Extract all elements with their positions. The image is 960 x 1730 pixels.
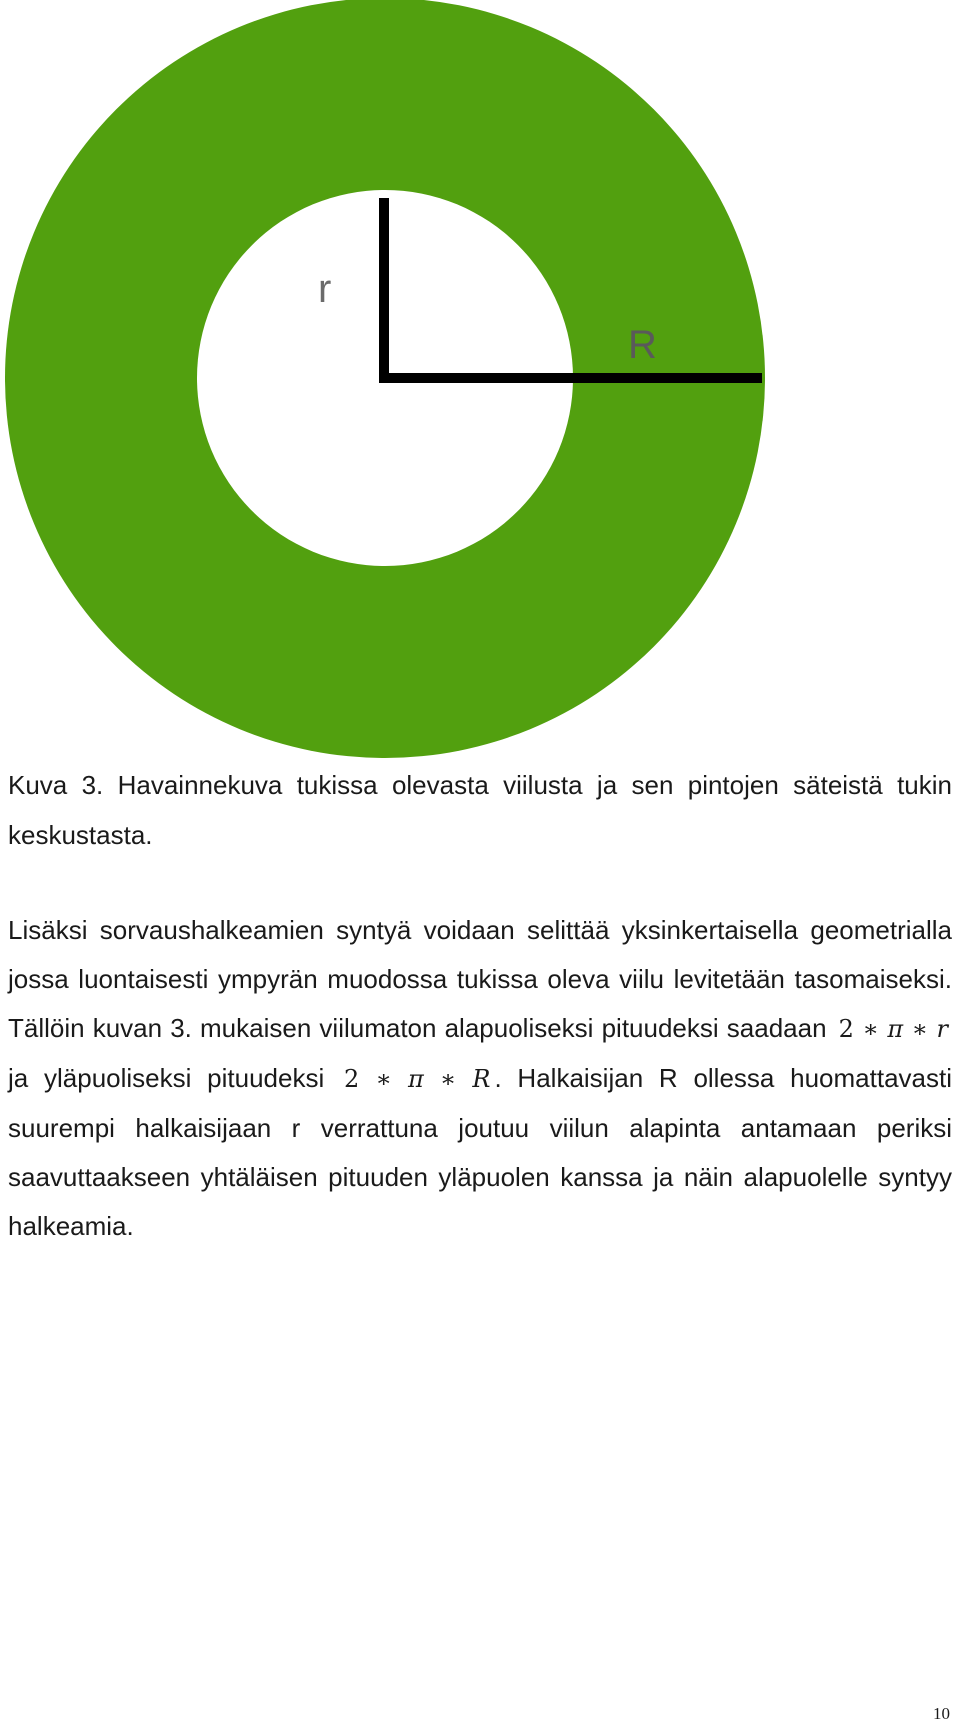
page-number: 10 — [933, 1704, 950, 1723]
ring-figure — [0, 0, 960, 760]
formula-inner-length: 2 ∗ π ∗ r — [838, 1015, 948, 1043]
label-outer-radius: R — [628, 323, 657, 367]
paragraph-text-3: . Halkaisijan R ollessa huomattavasti suurempi halkaisijaan r verrattuna joutuu viilun alapinta antamaan periksi saavuttaakseen yhtäläisen pituuden yläpuolen kanssa ja näin alapuolelle syntyy halkeamia. — [8, 1063, 952, 1241]
formula-outer-length: 2 ∗ π ∗ R — [344, 1065, 491, 1093]
figure-caption — [8, 760, 952, 860]
paragraph-text-2: ja yläpuoliseksi pituudeksi — [8, 1063, 325, 1093]
label-inner-radius: r — [318, 267, 332, 311]
paragraph-text-1: Lisäksi sorvaushalkeamien syntyä voidaan selittää yksinkertaisella geometrialla jossa luontaisesti ympyrän muodossa tukissa oleva viilu levitetään tasomaiseksi. Tällöin kuvan 3. mukaisen viilumaton alapuoliseksi pituudeksi saadaan — [8, 915, 952, 1043]
caption-text: Kuva 3. Havainnekuva tukissa olevasta viilusta ja sen pintojen säteistä tukin keskustasta. — [8, 770, 952, 850]
body-paragraph — [8, 906, 952, 1251]
